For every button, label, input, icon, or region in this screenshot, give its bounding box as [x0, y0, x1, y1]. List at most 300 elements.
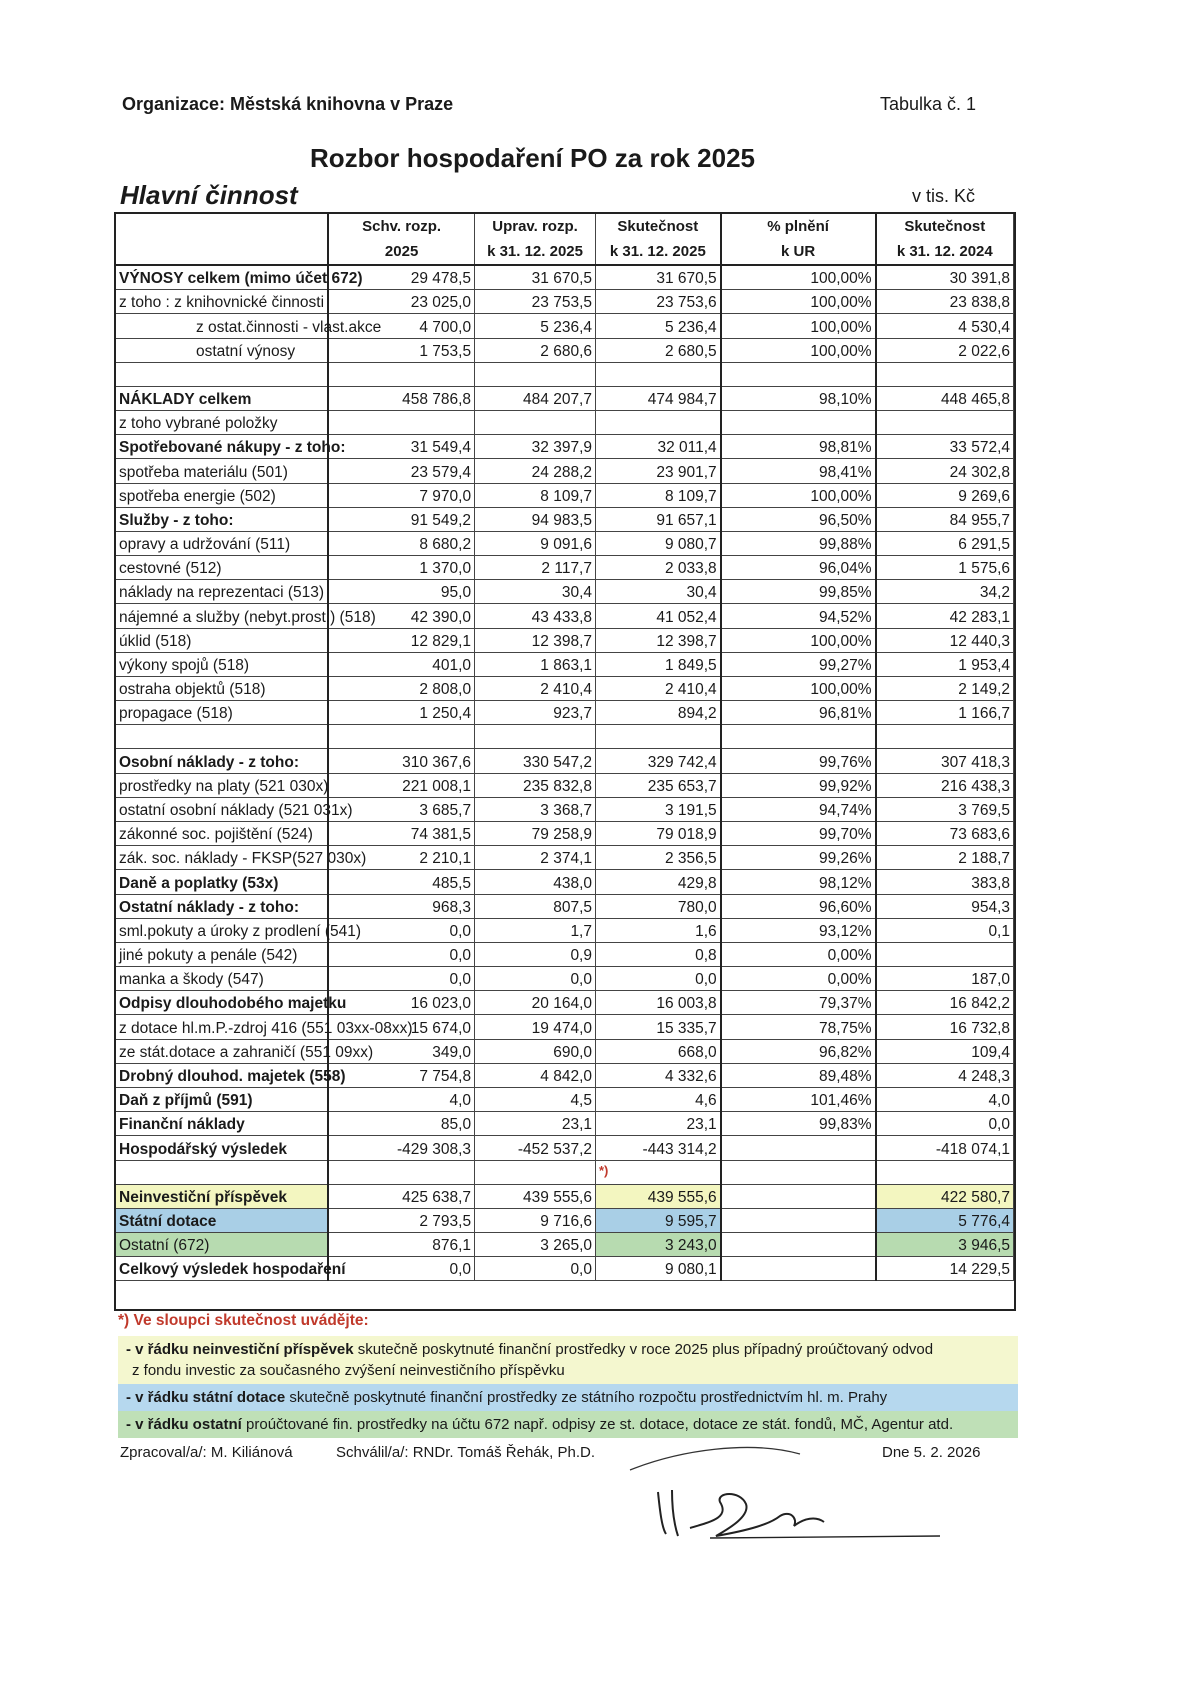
row-value-col2: [475, 362, 596, 386]
row-value-col5: 4 248,3: [876, 1063, 1014, 1087]
row-value-col5: [876, 410, 1014, 434]
header-row-1: [116, 214, 1014, 239]
row-label: Drobný dlouhod. majetek (558): [116, 1063, 328, 1087]
table-row: [116, 556, 1014, 580]
row-label: jiné pokuty a penále (542): [116, 942, 328, 966]
row-value-col4: 96,50%: [721, 507, 876, 531]
row-value-col1: 310 367,6: [328, 749, 474, 773]
row-value-col3: 4,6: [596, 1088, 721, 1112]
row-value-col5: 307 418,3: [876, 749, 1014, 773]
col-header-1: Schv. rozp.: [328, 214, 474, 239]
row-value-col1: 0,0: [328, 942, 474, 966]
row-value-col1: 2 793,5: [328, 1208, 474, 1232]
row-label: z toho vybrané položky: [116, 410, 328, 434]
row-value-col5: 84 955,7: [876, 507, 1014, 531]
row-value-col4: 100,00%: [721, 265, 876, 290]
table-row: [116, 677, 1014, 701]
row-value-col2: [475, 725, 596, 749]
row-value-col1: 0,0: [328, 1257, 474, 1281]
row-value-col4: 0,00%: [721, 942, 876, 966]
row-value-col1: 74 381,5: [328, 821, 474, 845]
row-value-col4: 96,81%: [721, 701, 876, 725]
row-value-col4: 96,82%: [721, 1039, 876, 1063]
table-row: [116, 531, 1014, 555]
row-value-col3: 9 080,1: [596, 1257, 721, 1281]
note-neinvesticni: [118, 1336, 1018, 1384]
row-value-col3: 9 595,7: [596, 1208, 721, 1232]
row-label: zákonné soc. pojištění (524): [116, 821, 328, 845]
row-value-col1: 401,0: [328, 652, 474, 676]
table-row: [116, 942, 1014, 966]
row-label: ostatní výnosy: [116, 338, 328, 362]
row-value-col2: 1 863,1: [475, 652, 596, 676]
row-value-col1: 1 753,5: [328, 338, 474, 362]
note-statni-dotace: [118, 1384, 1018, 1411]
row-value-col5: 30 391,8: [876, 265, 1014, 290]
row-value-col3: 1 849,5: [596, 652, 721, 676]
row-value-col3: 439 555,6: [596, 1184, 721, 1208]
row-label: z ostat.činnosti - vlast.akce: [116, 314, 328, 338]
row-value-col1: 3 685,7: [328, 797, 474, 821]
row-value-col1: 349,0: [328, 1039, 474, 1063]
row-label: prostředky na platy (521 030x): [116, 773, 328, 797]
row-value-col4: [721, 725, 876, 749]
row-value-col2: 1,7: [475, 918, 596, 942]
row-value-col4: [721, 1184, 876, 1208]
row-value-col1: 95,0: [328, 580, 474, 604]
table-row: [116, 749, 1014, 773]
row-value-col3: 32 011,4: [596, 435, 721, 459]
table-row: [116, 821, 1014, 845]
row-value-col4: [721, 1232, 876, 1256]
col-header-4: % plnění: [721, 214, 876, 239]
approved-by: Schválil/a/: RNDr. Tomáš Řehák, Ph.D.: [336, 1444, 595, 1461]
row-value-col5: 4 530,4: [876, 314, 1014, 338]
row-value-col5: -418 074,1: [876, 1136, 1014, 1160]
row-value-col2: 3 265,0: [475, 1232, 596, 1256]
row-value-col3: 0,8: [596, 942, 721, 966]
row-value-col4: 100,00%: [721, 628, 876, 652]
table-row: [116, 507, 1014, 531]
row-value-col4: 99,92%: [721, 773, 876, 797]
row-value-col2: 235 832,8: [475, 773, 596, 797]
col-header-3: Skutečnost: [596, 214, 721, 239]
row-label: nájemné a služby (nebyt.prost.) (518): [116, 604, 328, 628]
col-subheader-1: 2025: [328, 239, 474, 265]
table-row: [116, 1039, 1014, 1063]
row-value-col4: 94,52%: [721, 604, 876, 628]
row-value-col4: [721, 1136, 876, 1160]
table-row: [116, 1257, 1014, 1281]
col-subheader-3: k 31. 12. 2025: [596, 239, 721, 265]
row-value-col4: 99,83%: [721, 1112, 876, 1136]
row-label: Ostatní náklady - z toho:: [116, 894, 328, 918]
row-value-col3: 4 332,6: [596, 1063, 721, 1087]
table-row: [116, 652, 1014, 676]
table-row: [116, 1232, 1014, 1256]
row-value-col5: 9 269,6: [876, 483, 1014, 507]
row-value-col4: 93,12%: [721, 918, 876, 942]
table-row: [116, 1136, 1014, 1160]
row-value-col1: [328, 725, 474, 749]
row-value-col4: 100,00%: [721, 290, 876, 314]
row-value-col4: 0,00%: [721, 967, 876, 991]
row-label: Daně a poplatky (53x): [116, 870, 328, 894]
row-label: Ostatní (672): [116, 1232, 328, 1256]
col-subheader-5: k 31. 12. 2024: [876, 239, 1014, 265]
row-value-col3: 474 984,7: [596, 386, 721, 410]
col-subheader-4: k UR: [721, 239, 876, 265]
budget-table: [116, 214, 1014, 1281]
note-neinvesticni-prefix: - v řádku neinvestiční příspěvek: [126, 1341, 354, 1358]
row-value-col5: 1 166,7: [876, 701, 1014, 725]
row-value-col3: 16 003,8: [596, 991, 721, 1015]
row-value-col1: 8 680,2: [328, 531, 474, 555]
row-value-col2: 0,0: [475, 1257, 596, 1281]
row-value-col2: 9 716,6: [475, 1208, 596, 1232]
row-label: z dotace hl.m.P.-zdroj 416 (551 03xx-08xx): [116, 1015, 328, 1039]
table-row: [116, 410, 1014, 434]
row-value-col3: 2 033,8: [596, 556, 721, 580]
row-label: manka a škody (547): [116, 967, 328, 991]
row-value-col4: 98,41%: [721, 459, 876, 483]
row-value-col5: 448 465,8: [876, 386, 1014, 410]
row-value-col4: 79,37%: [721, 991, 876, 1015]
row-value-col1: 16 023,0: [328, 991, 474, 1015]
table-row: [116, 265, 1014, 290]
table-row: [116, 1063, 1014, 1087]
row-value-col3: 15 335,7: [596, 1015, 721, 1039]
row-value-col4: 100,00%: [721, 314, 876, 338]
header-empty-cell: [116, 214, 328, 265]
row-value-col3: [596, 410, 721, 434]
row-value-col2: 30,4: [475, 580, 596, 604]
table-row: [116, 1208, 1014, 1232]
row-value-col2: 0,9: [475, 942, 596, 966]
row-value-col4: 100,00%: [721, 483, 876, 507]
row-label: Služby - z toho:: [116, 507, 328, 531]
row-value-col1: 42 390,0: [328, 604, 474, 628]
table-row: [116, 314, 1014, 338]
row-value-col4: [721, 1208, 876, 1232]
row-value-col2: 923,7: [475, 701, 596, 725]
footnote-marker: *): [596, 1160, 721, 1184]
row-value-col3: 23 753,6: [596, 290, 721, 314]
row-value-col1: 221 008,1: [328, 773, 474, 797]
row-label: Finanční náklady: [116, 1112, 328, 1136]
row-value-col1: 876,1: [328, 1232, 474, 1256]
row-value-col2: 5 236,4: [475, 314, 596, 338]
row-value-col4: 99,26%: [721, 846, 876, 870]
row-value-col2: 2 374,1: [475, 846, 596, 870]
row-value-col5: [876, 1160, 1014, 1184]
row-value-col1: [328, 410, 474, 434]
row-value-col2: 3 368,7: [475, 797, 596, 821]
row-value-col1: 4 700,0: [328, 314, 474, 338]
row-value-col2: 43 433,8: [475, 604, 596, 628]
row-value-col2: 31 670,5: [475, 265, 596, 290]
note-neinvesticni-text: skutečně poskytnuté finanční prostředky v roce 2025 plus případný proúčtovaný odvod: [353, 1341, 934, 1358]
row-value-col5: 216 438,3: [876, 773, 1014, 797]
row-value-col1: 4,0: [328, 1088, 474, 1112]
row-value-col4: 101,46%: [721, 1088, 876, 1112]
row-value-col1: 2 808,0: [328, 677, 474, 701]
row-value-col5: 0,1: [876, 918, 1014, 942]
row-label: ostraha objektů (518): [116, 677, 328, 701]
row-value-col1: 23 025,0: [328, 290, 474, 314]
row-value-col3: 30,4: [596, 580, 721, 604]
table-row: [116, 580, 1014, 604]
row-value-col5: 5 776,4: [876, 1208, 1014, 1232]
row-value-col3: 2 356,5: [596, 846, 721, 870]
row-label: ostatní osobní náklady (521 031x): [116, 797, 328, 821]
row-label: opravy a udržování (511): [116, 531, 328, 555]
row-value-col3: [596, 362, 721, 386]
row-value-col5: 24 302,8: [876, 459, 1014, 483]
row-value-col3: 1,6: [596, 918, 721, 942]
row-value-col1: 1 370,0: [328, 556, 474, 580]
row-value-col4: 99,76%: [721, 749, 876, 773]
table-row: [116, 797, 1014, 821]
row-value-col3: 9 080,7: [596, 531, 721, 555]
row-value-col5: [876, 362, 1014, 386]
notes-section: [118, 1312, 1018, 1438]
row-label: Odpisy dlouhodobého majetku: [116, 991, 328, 1015]
row-value-col2: [475, 1160, 596, 1184]
row-value-col5: 42 283,1: [876, 604, 1014, 628]
row-value-col5: 3 946,5: [876, 1232, 1014, 1256]
table-row: [116, 846, 1014, 870]
row-label: Hospodářský výsledek: [116, 1136, 328, 1160]
row-value-col3: 3 243,0: [596, 1232, 721, 1256]
row-value-col2: 19 474,0: [475, 1015, 596, 1039]
row-label: Osobní náklady - z toho:: [116, 749, 328, 773]
row-value-col1: 7 970,0: [328, 483, 474, 507]
row-value-col3: 780,0: [596, 894, 721, 918]
table-row: [116, 773, 1014, 797]
row-value-col1: 425 638,7: [328, 1184, 474, 1208]
row-label: ze stát.dotace a zahraničí (551 09xx): [116, 1039, 328, 1063]
row-value-col2: 2 410,4: [475, 677, 596, 701]
table-row: [116, 991, 1014, 1015]
row-value-col1: 0,0: [328, 918, 474, 942]
row-value-col5: 14 229,5: [876, 1257, 1014, 1281]
row-value-col4: 98,81%: [721, 435, 876, 459]
table-row: [116, 459, 1014, 483]
row-value-col4: 100,00%: [721, 677, 876, 701]
row-value-col3: 329 742,4: [596, 749, 721, 773]
note-statni-dotace-prefix: - v řádku státní dotace: [126, 1389, 286, 1406]
note-neinvesticni-text2: z fondu investic za současného zvýšení neinvestičního příspěvku: [132, 1362, 565, 1379]
row-value-col1: 0,0: [328, 967, 474, 991]
row-value-col3: 12 398,7: [596, 628, 721, 652]
row-value-col4: [721, 1257, 876, 1281]
page-title: Rozbor hospodaření PO za rok 2025: [310, 143, 755, 173]
row-label: sml.pokuty a úroky z prodlení (541): [116, 918, 328, 942]
table-row: [116, 967, 1014, 991]
row-value-col4: 96,04%: [721, 556, 876, 580]
row-value-col2: 2 680,6: [475, 338, 596, 362]
row-value-col3: 429,8: [596, 870, 721, 894]
row-value-col1: 968,3: [328, 894, 474, 918]
row-label: výkony spojů (518): [116, 652, 328, 676]
row-value-col2: 12 398,7: [475, 628, 596, 652]
row-value-col2: -452 537,2: [475, 1136, 596, 1160]
table-row: [116, 870, 1014, 894]
unit-label: v tis. Kč: [912, 186, 976, 206]
row-label: náklady na reprezentaci (513): [116, 580, 328, 604]
note-ostatni-text: proúčtované fin. prostředky na účtu 672 např. odpisy ze st. dotace, dotace ze stát. fondů, MČ, Agentur atd.: [241, 1416, 954, 1433]
row-value-col4: 99,85%: [721, 580, 876, 604]
table-row: [116, 1160, 1014, 1184]
row-value-col5: [876, 725, 1014, 749]
row-value-col2: [475, 410, 596, 434]
row-value-col3: 5 236,4: [596, 314, 721, 338]
row-value-col4: 99,70%: [721, 821, 876, 845]
note-ostatni-prefix: - v řádku ostatní: [126, 1416, 242, 1433]
row-label: Daň z příjmů (591): [116, 1088, 328, 1112]
row-value-col2: 439 555,6: [475, 1184, 596, 1208]
row-value-col1: 485,5: [328, 870, 474, 894]
row-value-col5: 422 580,7: [876, 1184, 1014, 1208]
row-value-col3: 2 410,4: [596, 677, 721, 701]
notes-title: *) Ve sloupci skutečnost uvádějte:: [118, 1312, 369, 1329]
row-value-col1: 15 674,0: [328, 1015, 474, 1039]
row-value-col3: 79 018,9: [596, 821, 721, 845]
row-value-col2: 484 207,7: [475, 386, 596, 410]
row-value-col5: 6 291,5: [876, 531, 1014, 555]
table-number: Tabulka č. 1: [880, 94, 977, 114]
row-value-col5: 16 732,8: [876, 1015, 1014, 1039]
table-row: [116, 483, 1014, 507]
row-value-col5: 1 953,4: [876, 652, 1014, 676]
row-value-col3: 0,0: [596, 967, 721, 991]
row-value-col2: 807,5: [475, 894, 596, 918]
organization-name: Organizace: Městská knihovna v Praze: [122, 94, 454, 114]
row-value-col1: 1 250,4: [328, 701, 474, 725]
row-value-col1: -429 308,3: [328, 1136, 474, 1160]
table-row: [116, 894, 1014, 918]
row-value-col5: 34,2: [876, 580, 1014, 604]
row-value-col4: 98,12%: [721, 870, 876, 894]
row-label: spotřeba materiálu (501): [116, 459, 328, 483]
row-value-col4: 94,74%: [721, 797, 876, 821]
row-label: VÝNOSY celkem (mimo účet 672): [116, 265, 328, 290]
row-value-col2: 94 983,5: [475, 507, 596, 531]
table-row: [116, 362, 1014, 386]
row-value-col4: 98,10%: [721, 386, 876, 410]
table-row: [116, 628, 1014, 652]
row-value-col1: 7 754,8: [328, 1063, 474, 1087]
row-label: [116, 725, 328, 749]
row-value-col1: [328, 1160, 474, 1184]
row-label: [116, 362, 328, 386]
row-value-col4: [721, 362, 876, 386]
row-value-col1: 458 786,8: [328, 386, 474, 410]
row-value-col5: 2 188,7: [876, 846, 1014, 870]
note-statni-dotace-text: skutečně poskytnuté finanční prostředky ze státního rozpočtu prostřednictvím hl. m. Prahy: [285, 1389, 888, 1406]
row-value-col2: 24 288,2: [475, 459, 596, 483]
row-label: úklid (518): [116, 628, 328, 652]
row-value-col4: 99,88%: [721, 531, 876, 555]
row-value-col5: 16 842,2: [876, 991, 1014, 1015]
row-value-col4: 96,60%: [721, 894, 876, 918]
row-value-col2: 23 753,5: [475, 290, 596, 314]
row-value-col4: [721, 1160, 876, 1184]
table-row: [116, 386, 1014, 410]
table-row: [116, 1088, 1014, 1112]
row-value-col5: 73 683,6: [876, 821, 1014, 845]
row-value-col2: 8 109,7: [475, 483, 596, 507]
report-date: Dne 5. 2. 2026: [882, 1444, 981, 1461]
row-value-col1: 29 478,5: [328, 265, 474, 290]
table-row: [116, 918, 1014, 942]
row-value-col3: 668,0: [596, 1039, 721, 1063]
col-subheader-2: k 31. 12. 2025: [475, 239, 596, 265]
row-value-col5: 1 575,6: [876, 556, 1014, 580]
table-row: [116, 435, 1014, 459]
row-label: Neinvestiční příspěvek: [116, 1184, 328, 1208]
row-value-col4: 89,48%: [721, 1063, 876, 1087]
row-label: cestovné (512): [116, 556, 328, 580]
row-value-col2: 4 842,0: [475, 1063, 596, 1087]
table-row: [116, 1015, 1014, 1039]
row-value-col4: [721, 410, 876, 434]
row-value-col3: 23,1: [596, 1112, 721, 1136]
row-label: zák. soc. náklady - FKSP(527 030x): [116, 846, 328, 870]
row-value-col2: 4,5: [475, 1088, 596, 1112]
row-value-col5: 2 022,6: [876, 338, 1014, 362]
row-label: [116, 1160, 328, 1184]
row-value-col1: 85,0: [328, 1112, 474, 1136]
row-value-col5: 2 149,2: [876, 677, 1014, 701]
row-label: spotřeba energie (502): [116, 483, 328, 507]
row-value-col3: -443 314,2: [596, 1136, 721, 1160]
col-header-5: Skutečnost: [876, 214, 1014, 239]
row-label: Státní dotace: [116, 1208, 328, 1232]
row-value-col2: 32 397,9: [475, 435, 596, 459]
row-value-col5: 954,3: [876, 894, 1014, 918]
table-row: [116, 338, 1014, 362]
row-value-col2: 9 091,6: [475, 531, 596, 555]
row-value-col5: 12 440,3: [876, 628, 1014, 652]
row-value-col5: 109,4: [876, 1039, 1014, 1063]
row-value-col1: 91 549,2: [328, 507, 474, 531]
row-value-col5: 33 572,4: [876, 435, 1014, 459]
row-value-col4: 78,75%: [721, 1015, 876, 1039]
row-value-col3: 2 680,5: [596, 338, 721, 362]
table-row: [116, 1112, 1014, 1136]
row-value-col5: [876, 942, 1014, 966]
prepared-by: Zpracoval/a/: M. Kiliánová: [120, 1444, 293, 1461]
row-value-col5: 4,0: [876, 1088, 1014, 1112]
row-label: Spotřebované nákupy - z toho:: [116, 435, 328, 459]
row-label: Celkový výsledek hospodaření: [116, 1257, 328, 1281]
row-value-col5: 23 838,8: [876, 290, 1014, 314]
row-value-col1: 31 549,4: [328, 435, 474, 459]
table-row: [116, 725, 1014, 749]
row-value-col3: [596, 725, 721, 749]
row-label: NÁKLADY celkem: [116, 386, 328, 410]
row-value-col5: 383,8: [876, 870, 1014, 894]
page-subtitle: Hlavní činnost: [120, 180, 298, 210]
table-row: [116, 701, 1014, 725]
row-value-col3: 23 901,7: [596, 459, 721, 483]
row-value-col3: 3 191,5: [596, 797, 721, 821]
row-value-col1: 23 579,4: [328, 459, 474, 483]
row-value-col2: 690,0: [475, 1039, 596, 1063]
row-value-col2: 23,1: [475, 1112, 596, 1136]
